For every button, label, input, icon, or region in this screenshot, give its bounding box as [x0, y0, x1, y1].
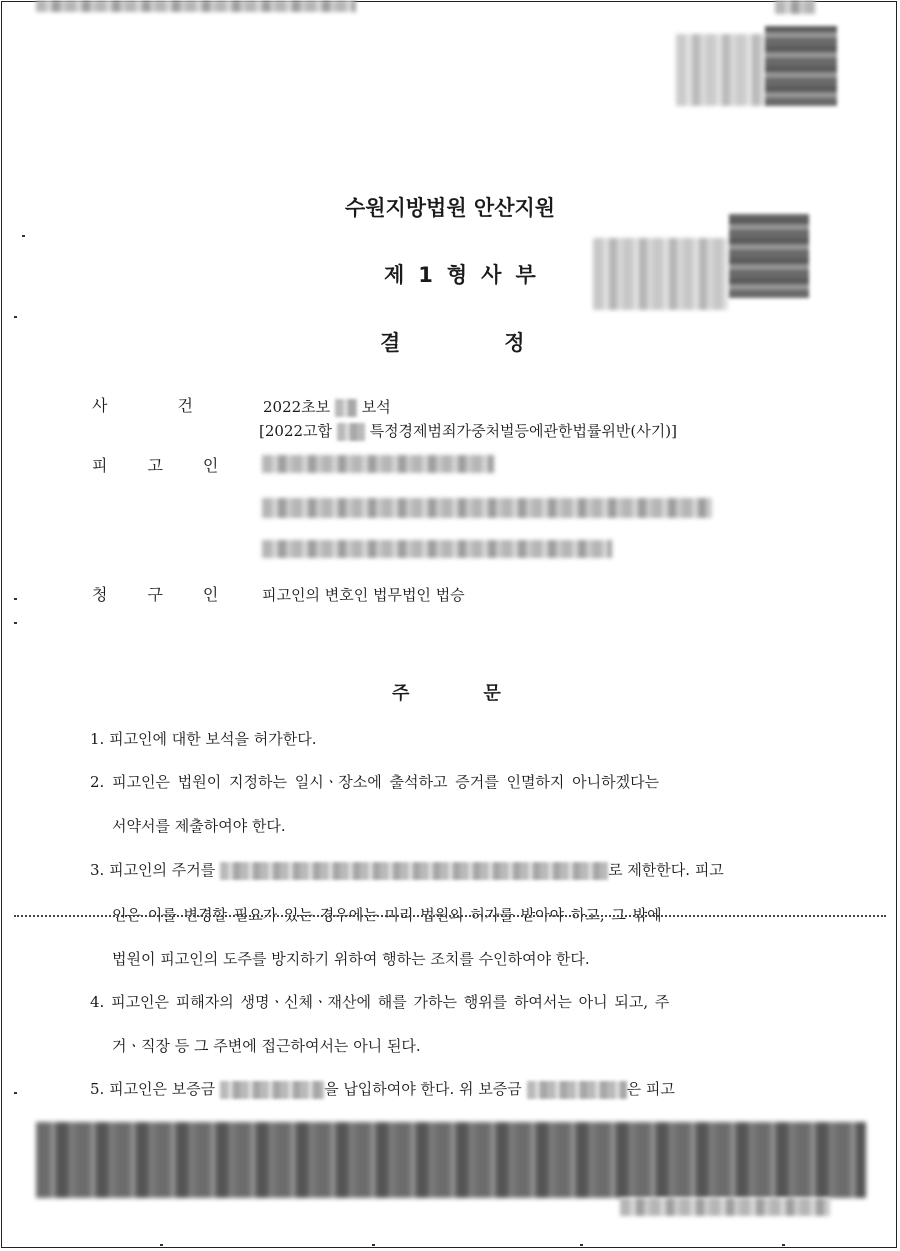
ruling-item-2-line-1: 2. 피고인은 법원이 지정하는 일시ㆍ장소에 출석하고 증거를 인멸하지 아니하겠다는	[90, 773, 660, 791]
court-name: 수원지방법원 안산지원	[344, 196, 556, 220]
redacted-residence	[220, 862, 608, 880]
page-border	[1, 1, 897, 1248]
item-3-prefix: 3. 피고인의 주거를	[90, 861, 216, 879]
applicant-label: 청구인	[92, 585, 259, 604]
margin-mark	[14, 598, 17, 600]
redacted-bail-amount-2	[527, 1081, 627, 1099]
ruling-item-3-line-2: 인은 이를 변경할 필요가 있는 경우에는 미리 법원의 허가를 받아야 하고, 그 밖에	[112, 906, 662, 924]
ruling-heading: 주문	[392, 683, 575, 704]
margin-mark	[160, 1244, 163, 1246]
margin-mark	[22, 235, 25, 237]
margin-mark	[14, 316, 17, 318]
applicant-value: 피고인의 변호인 법무법인 법승	[262, 586, 465, 604]
redacted-footer-line	[620, 1198, 830, 1216]
margin-mark	[372, 1244, 375, 1246]
ruling-item-4-line-2: 거ㆍ직장 등 그 주변에 접근하여서는 아니 된다.	[112, 1037, 421, 1055]
barcode-top-image	[765, 26, 837, 106]
ruling-item-1: 1. 피고인에 대한 보석을 허가한다.	[90, 730, 317, 748]
ruling-item-3-line-1	[90, 859, 724, 880]
redacted-header-text	[36, 0, 356, 12]
item-5-prefix: 5. 피고인은 보증금	[90, 1080, 216, 1098]
related-case-prefix: [2022고합	[259, 422, 333, 440]
redacted-defendant-address-1	[262, 498, 712, 518]
related-case-suffix: 특정경제범죄가중처벌등에관한법률위반(사기)]	[369, 422, 677, 440]
ruling-item-5-line-1	[90, 1078, 675, 1099]
redacted-stamp-text	[593, 238, 728, 310]
document-type: 결정	[380, 331, 629, 355]
margin-mark	[580, 1244, 583, 1246]
ruling-item-2-line-2: 서약서를 제출하여야 한다.	[112, 817, 286, 835]
item-5-suffix: 은 피고	[626, 1080, 675, 1098]
margin-mark	[782, 1244, 785, 1246]
division-title: 제1형사부	[384, 263, 550, 287]
case-number-prefix: 2022초보	[263, 398, 331, 416]
redacted-stamp-lines	[676, 34, 766, 106]
related-case	[259, 420, 677, 441]
ruling-item-3-line-3: 법원이 피고인의 도주를 방지하기 위하여 행하는 조치를 수인하여야 한다.	[112, 950, 590, 968]
scan-fold-line	[14, 915, 886, 917]
redacted-defendant-address-2	[262, 540, 612, 558]
margin-mark	[14, 622, 17, 624]
item-3-suffix: 로 제한한다. 피고	[608, 861, 724, 879]
defendant-label: 피고인	[92, 456, 259, 475]
ruling-item-4-line-1: 4. 피고인은 피해자의 생명ㆍ신체ㆍ재산에 해를 가하는 행위를 하여서는 아니 되고, 주	[90, 993, 670, 1011]
redacted-footer-band	[36, 1122, 866, 1198]
redacted-bail-amount-1	[220, 1081, 324, 1099]
case-label: 사건	[92, 396, 263, 415]
item-5-middle: 을 납입하여야 한다. 위 보증금	[324, 1080, 522, 1098]
margin-mark	[14, 1092, 17, 1094]
case-number	[263, 396, 391, 417]
redacted-related-number	[337, 423, 365, 441]
barcode-middle-image	[729, 214, 809, 298]
case-number-suffix: 보석	[361, 398, 391, 416]
redacted-case-number	[335, 399, 357, 417]
redacted-header-mark	[775, 0, 815, 14]
redacted-defendant-name	[262, 455, 494, 473]
